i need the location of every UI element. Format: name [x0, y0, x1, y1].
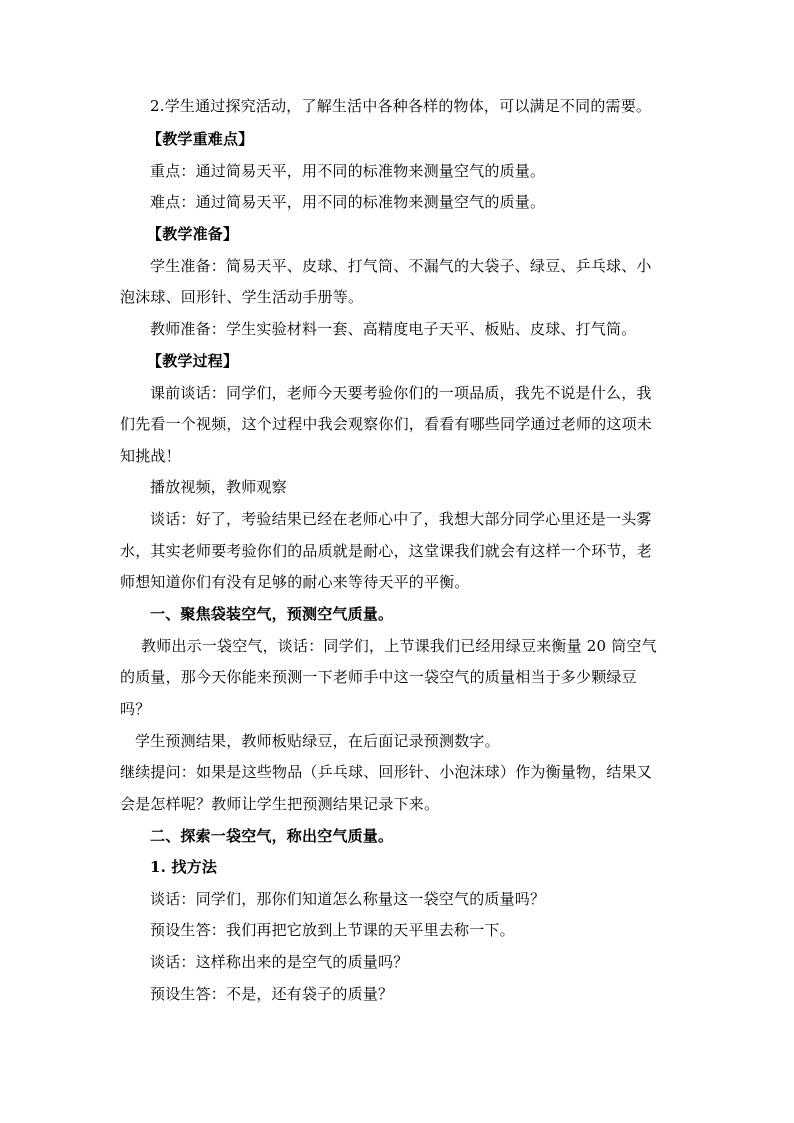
heading-key-points: 【教学重难点】	[147, 130, 254, 148]
dialogue-1: 谈话：同学们，那你们知道怎么称量这一袋空气的质量吗？	[150, 890, 546, 908]
intro-line-3: 知挑战！	[120, 447, 181, 465]
section-1-line-2: 的质量，那今天你能来预测一下老师手中这一袋空气的质量相当于多少颗绿豆	[120, 668, 637, 686]
student-predict: 学生预测结果，教师板贴绿豆，在后面记录预测数字。	[135, 732, 500, 750]
teacher-prep: 教师准备：学生实验材料一套、高精度电子天平、板贴、皮球、打气筒。	[150, 320, 637, 338]
section-1-line-1: 教师出示一袋空气，谈话：同学们，上节课我们已经用绿豆来衡量 20 筒空气	[141, 637, 657, 655]
section-1-heading: 一、聚焦袋装空气，预测空气质量。	[150, 605, 394, 623]
talk-line-1: 谈话：好了，考验结果已经在老师心中了，我想大部分同学心里还是一头雾	[150, 510, 652, 528]
student-prep-line-2: 泡沫球、回形针、学生活动手册等。	[120, 288, 364, 306]
dialogue-3: 谈话：这样称出来的是空气的质量吗？	[150, 953, 409, 971]
talk-line-2: 水，其实老师要考验你们的品质就是耐心，这堂课我们就会有这样一个环节，老	[120, 542, 653, 560]
step-1-heading: 1. 找方法	[150, 858, 218, 876]
play-video: 播放视频，教师观察	[150, 478, 287, 496]
follow-up-line-2: 会是怎样呢？教师让学生把预测结果记录下来。	[120, 795, 440, 813]
heading-preparation: 【教学准备】	[147, 225, 239, 243]
intro-line-2: 们先看一个视频，这个过程中我会观察你们，看看有哪些同学通过老师的这项未	[120, 415, 653, 433]
dialogue-2: 预设生答：我们再把它放到上节课的天平里去称一下。	[150, 921, 515, 939]
dialogue-4: 预设生答：不是，还有袋子的质量？	[150, 985, 394, 1003]
talk-line-3: 师想知道你们有没有足够的耐心来等待天平的平衡。	[120, 573, 470, 591]
intro-line-1: 课前谈话：同学们，老师今天要考验你们的一项品质，我先不说是什么，我	[150, 384, 652, 402]
objective-2: 2.学生通过探究活动，了解生活中各种各样的物体，可以满足不同的需要。	[150, 97, 652, 115]
heading-process: 【教学过程】	[147, 352, 239, 370]
student-prep-line-1: 学生准备：简易天平、皮球、打气筒、不漏气的大袋子、绿豆、乒乓球、小	[150, 257, 652, 275]
section-2-heading: 二、探索一袋空气，称出空气质量。	[150, 827, 394, 845]
follow-up-line-1: 继续提问：如果是这些物品（乒乓球、回形针、小泡沫球）作为衡量物，结果又	[120, 763, 653, 781]
section-1-line-3: 吗？	[120, 700, 151, 718]
key-point: 重点：通过简易天平，用不同的标准物来测量空气的质量。	[150, 162, 546, 180]
difficult-point: 难点：通过简易天平，用不同的标准物来测量空气的质量。	[150, 193, 546, 211]
